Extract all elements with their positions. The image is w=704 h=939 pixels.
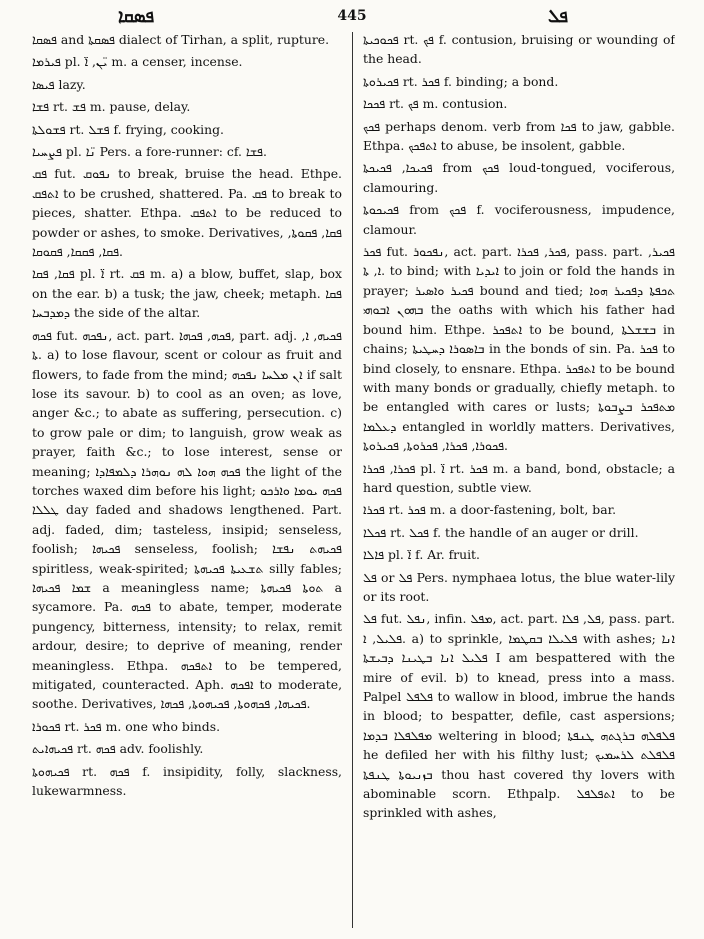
dictionary-entry: ܦܣܩܐ and ܦܣܩܬܐ dialect of Tirhan, a split, rupture. (32, 32, 330, 47)
dictionary-entry: ܦܟܟܐ rt. ܦܟ m. contusion. (363, 96, 508, 112)
dictionary-entry: ܦܠ fut. ܢܦܠ, infin. ܡܦܠ, act. part. ܦܠ, ܦܠܐ, pass. part. ܦܠܝܠ, ܐ. a) to sprinkle, ܦܠܝܠܐ ܒܩܛܡܐ with ashes; ܐܢܐ ܦܠܝܠ ܐܢܐ ܒܛܝܢܐ ܕܒܝܫܬܐ I am bespattered with the mire of evil. b) to knead, press into a mass. Palpel ܦܠܦܠ to wallow in blood, imbrue the hands in blood; to bespatter, defile, cast aspersions; ܡܦܠܦܠܐ ܒܕܡܐ weltering in blood; ܦܠܦܠܗ ܒܪܓܬܗ ܛܢܦܬܐ he defiled her with his filthy lust; ܦܠܦܠܬ ܠܪܚܡܝܟ ܒܙܢܝܘܬܐ ܛܢܦܬܐ thou hast covered thy lovers with abominable scorn. Ethpalp. ܐܬܦܠܦܠ to be sprinkled with ashes, (363, 611, 675, 821)
dictionary-entry: ܦܟܟ perhaps denom. verb from ܦܟܐ to jaw, gabble. Ethpa. ܐܬܦܟܟ to abuse, be insolent, gabble. (363, 118, 675, 154)
dictionary-entry: ܦܟܠܐ rt. ܦܟܠ f. the handle of an auger or drill. (363, 524, 639, 540)
dictionary-entry: ܦܟܝܪܘܬܐ rt. ܦܟܪ f. binding; a bond. (363, 73, 559, 89)
dictionary-entry: ܦܨܚܝܐ pl. ܢ̈ܐ Pers. a fore-runner: cf. ܦܫܐ. (32, 144, 267, 160)
dictionary-entry: ܦܝܣܐ lazy. (32, 76, 86, 92)
dictionary-entry: ܦܟܝܗܐܝܬ rt. ܦܟܗ adv. foolishly. (32, 741, 204, 757)
header-right-guideword: ܦܠ (548, 6, 569, 27)
column-divider (352, 32, 353, 928)
dictionary-entry: ܦܫܐ rt. ܦܫ m. pause, delay. (32, 99, 191, 115)
dictionary-entry: ܦܟܪܐ, ܦܟܪܐ pl. ܐ̈ rt. ܦܟܪ m. a band, bond, obstacle; a hard question, subtle view. (363, 460, 675, 495)
dictionary-entry: ܦܐܠܐ pl. ܐ̈ f. Ar. fruit. (363, 547, 480, 563)
dictionary-entry: ܦܟܪ fut. ܢܦܟܘܪ, act. part. ܦܟܪ, ܦܟܪܐ, pass. part. ܦܟܝܪ, ܐ, ܬܐ. to bind; with ܐܝܕܝܐ to join or fold the hands in prayer; ܦܟܝܪ ܘܐܣܝܪ bound and tied; ܬܟܦܬܐ ܕܦܟܝܪ ܗܘܐ ܒܗܘܢ ܐܒܘܗܝ the oaths with which his father had bound him. Ethpe. ܐܬܦܟܪ to be bound, ܒܫܫܠܬܐ in chains; ܒܐܣܘܪܐ ܕܚܛܝܬܐ in the bonds of sin. Pa. ܦܟܪ to bind closely, to ensnare. Ethpa. ܐܬܦܟܪ to be bound with many bonds or gradually, chiefly metaph. to be entangled with cares or lusts; ܡܬܦܟܪ ܒܨܒܘܬܐ ܕܥܠܡܐ entangled in worldly matters. Derivatives, ܦܟܘܪܐ, ܦܟܪܐ, ܦܟܪܘܬܐ, ܦܟܝܪܘܬܐ. (363, 244, 675, 454)
dictionary-entry: ܦܟܝܗܘܬܐ rt. ܦܟܗ f. insipidity, folly, slackness, lukewarmness. (32, 763, 342, 799)
dictionary-entry: ܦܩ fut. ܢܦܘܩ to break, bruise the head. Ethpe. ܐܬܦܩ to be crushed, shattered. Pa. ܦܩ to break to pieces, shatter. Ethpa. ܐܬܦܩ to be reduced to powder or ashes, to smoke. Derivatives, ܦܩܐ, ܦܩܘܬܐ, ܦܩܐ, ܦܩܩܐ, ܦܩܘܩܐ. (32, 166, 342, 260)
dictionary-entry: ܦܟܘܪܐ rt. ܦܟܪ m. one who binds. (32, 718, 221, 734)
dictionary-entry: ܦܝܪܡܐ pl. ܝ̈ܢ, ܐ̈ m. a censer, incense. (32, 54, 243, 70)
header-left-guideword: ܦܣܩܐ (118, 6, 155, 27)
right-column (363, 30, 675, 930)
dictionary-entry: ܦܩܐ, ܦܩܐ pl. ܐ̈ rt. ܦܩ m. a) a blow, buffet, slap, box on the ear. b) a tusk; the jaw, cheek; metaph. ܦܩܐ ܕܡܕܒܚܐ the side of the altar. (32, 266, 342, 321)
dictionary-entry: ܦܟܪܐ rt. ܦܟܪ m. a door-fastening, bolt, bar. (363, 502, 617, 518)
dictionary-entry: ܦܠ or ܦܠ Pers. nymphaea lotus, the blue water-lily or its root. (363, 569, 675, 604)
dictionary-entry: ܦܟܗ fut. ܢܦܟܗ, act. part. ܦܟܗ, ܦܟܗܐ, part. adj. ܦܟܝܗ, ܐ, ܬܐ. a) to lose flavour, scent or colour as fruit and flowers, to fade from the mind; ܐܢ ܡܠܚܐ ܢܦܟܗ if salt lose its savour. b) to cool as an oven; as love, anger &c.; to abate as suffering, persecution. c) to grow pale or dim; to languish, grow weak as prayer, faith &c.; to lose interest, sense or meaning; ܦܟܗ ܗܘܐ ܠܗ ܢܘܗܪܐ ܕܠܡܦܐܕܐ the light of the torches waxed dim before his light; ܦܟܗ ܝܘܡܐ ܘܐܪܟܘ ܛܠܠܐ day faded and shadows lengthened. Part. adj. faded, dim; tasteless, insipid; senseless, foolish; ܦܟܝܗܐ senseless, foolish; ܦܟܝܗܬ ܢܦܫܐ spiritless, weak-spirited; ܬܫܥܝܬܐ ܦܟܝܗܬܐ silly fables; ܫܡܐ ܦܟܝܗܐ a meaningless name; ܬܘܬܐ ܦܟܝܗܬܐ a sycamore. Pa. ܦܟܗ to abate, temper, moderate pungency, bitterness, intensity; to relax, remit ardour, desire; to deprive of meaning, render meaningless. Ethpa. ܐܬܦܟܗ to be tempered, mitigated, counteracted. Aph. ܐܦܟܗ to moderate, soothe. Derivatives, ܦܟܝܗܐ, ܦܟܗܘܬܐ, ܦܟܝܗܘܬܐ, ܦܟܗܐ. (32, 327, 342, 712)
dictionary-entry: ܦܟܝܟܐ, ܦܟܝܟܬܐ from ܦܟܟ loud-tongued, vociferous, clamouring. (363, 160, 675, 195)
left-column (32, 30, 342, 930)
dictionary-entry: ܦܟܘܟܝܬܐ rt. ܦܟ f. contusion, bruising or wounding of the head. (363, 32, 675, 67)
dictionary-entry: ܦܟܝܟܘܬܐ from ܦܟܟ f. vociferousness, impudence, clamour. (363, 202, 675, 237)
dictionary-entry: ܦܫܘܠܬܐ rt. ܦܫܠ f. frying, cooking. (32, 121, 224, 137)
page-number: 445 (337, 8, 367, 24)
running-header (0, 0, 704, 30)
